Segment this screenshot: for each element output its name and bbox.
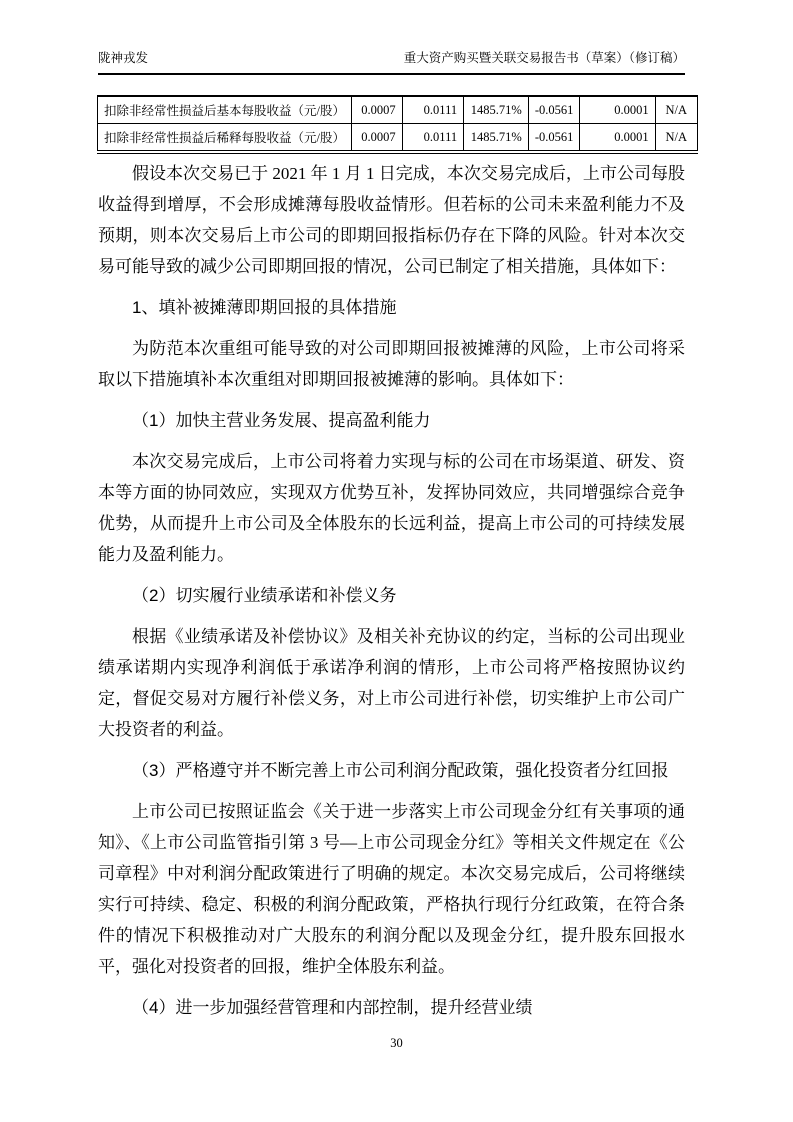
table-cell: -0.0561	[528, 124, 580, 153]
table-cell: 0.0007	[351, 96, 402, 124]
page-header	[98, 48, 685, 75]
heading-item-2: （2）切实履行业绩承诺和补偿义务	[132, 586, 397, 605]
table-cell: 1485.71%	[464, 96, 529, 124]
paragraph-compensation: 根据《业绩承诺及补偿协议》及相关补充协议的约定，当标的公司出现业绩承诺期内实现净利润低于承诺净利润的情形，上市公司将严格按照协议约定，督促交易对方履行补偿义务，对上市公司进行补偿，切实维护上市公司广大投资者的利益。	[98, 627, 685, 739]
row-label: 扣除非经常性损益后稀释每股收益（元/股）	[98, 124, 352, 153]
row-label: 扣除非经常性损益后基本每股收益（元/股）	[98, 96, 352, 124]
heading-item-3: （3）严格遵守并不断完善上市公司利润分配政策，强化投资者分红回报	[132, 761, 669, 780]
table-cell: N/A	[655, 124, 697, 153]
table-cell: -0.0561	[528, 96, 580, 124]
header-company-name: 陇神戎发	[98, 51, 149, 65]
table-row	[98, 96, 698, 124]
table-cell: 0.0007	[351, 124, 402, 153]
eps-table	[97, 95, 698, 154]
table-cell: N/A	[655, 96, 697, 124]
paragraph-dividend-policy: 上市公司已按照证监会《关于进一步落实上市公司现金分红有关事项的通知》、《上市公司监管指引第 3 号—上市公司现金分红》等相关文件规定在《公司章程》中对利润分配政策进行了明确的规定。本次交易完成后，公司将继续实行可持续、稳定、积极的利润分配政策，严格执行现行分红政策，在符合条件的情况下积极推动对广大股东的利润分配以及现金分红，提升股东回报水平，强化对投资者的回报，维护全体股东利益。	[98, 802, 685, 976]
page-number: 30	[390, 1036, 403, 1050]
table-row	[98, 124, 698, 153]
eps-table-wrap	[97, 95, 698, 154]
heading-item-4: （4）进一步加强经营管理和内部控制，提升经营业绩	[132, 998, 533, 1017]
paragraph-assumption: 假设本次交易已于 2021 年 1 月 1 日完成，本次交易完成后，上市公司每股收益得到增厚，不会形成摊薄每股收益情形。但若标的公司未来盈利能力不及预期，则本次交易后上市公司的即期回报指标仍存在下降的风险。针对本次交易可能导致的减少公司即期回报的情况，公司已制定了相关措施，具体如下：	[98, 164, 685, 276]
document-body	[98, 158, 685, 1033]
table-cell: 0.0111	[402, 96, 463, 124]
heading-item-1: （1）加快主营业务发展、提高盈利能力	[132, 411, 431, 430]
paragraph-prevention: 为防范本次重组可能导致的对公司即期回报被摊薄的风险，上市公司将采取以下措施填补本次重组对即期回报被摊薄的影响。具体如下：	[98, 339, 685, 389]
table-cell: 0.0001	[580, 124, 655, 153]
heading-measures: 1、填补被摊薄即期回报的具体措施	[132, 298, 397, 317]
table-cell: 0.0001	[580, 96, 655, 124]
page-footer	[0, 1036, 793, 1051]
table-cell: 1485.71%	[464, 124, 529, 153]
table-cell: 0.0111	[402, 124, 463, 153]
header-report-title: 重大资产购买暨关联交易报告书（草案）（修订稿）	[403, 51, 685, 65]
paragraph-synergy: 本次交易完成后，上市公司将着力实现与标的公司在市场渠道、研发、资本等方面的协同效应，实现双方优势互补，发挥协同效应，共同增强综合竞争优势，从而提升上市公司及全体股东的长远利益，提高上市公司的可持续发展能力及盈利能力。	[98, 452, 685, 564]
